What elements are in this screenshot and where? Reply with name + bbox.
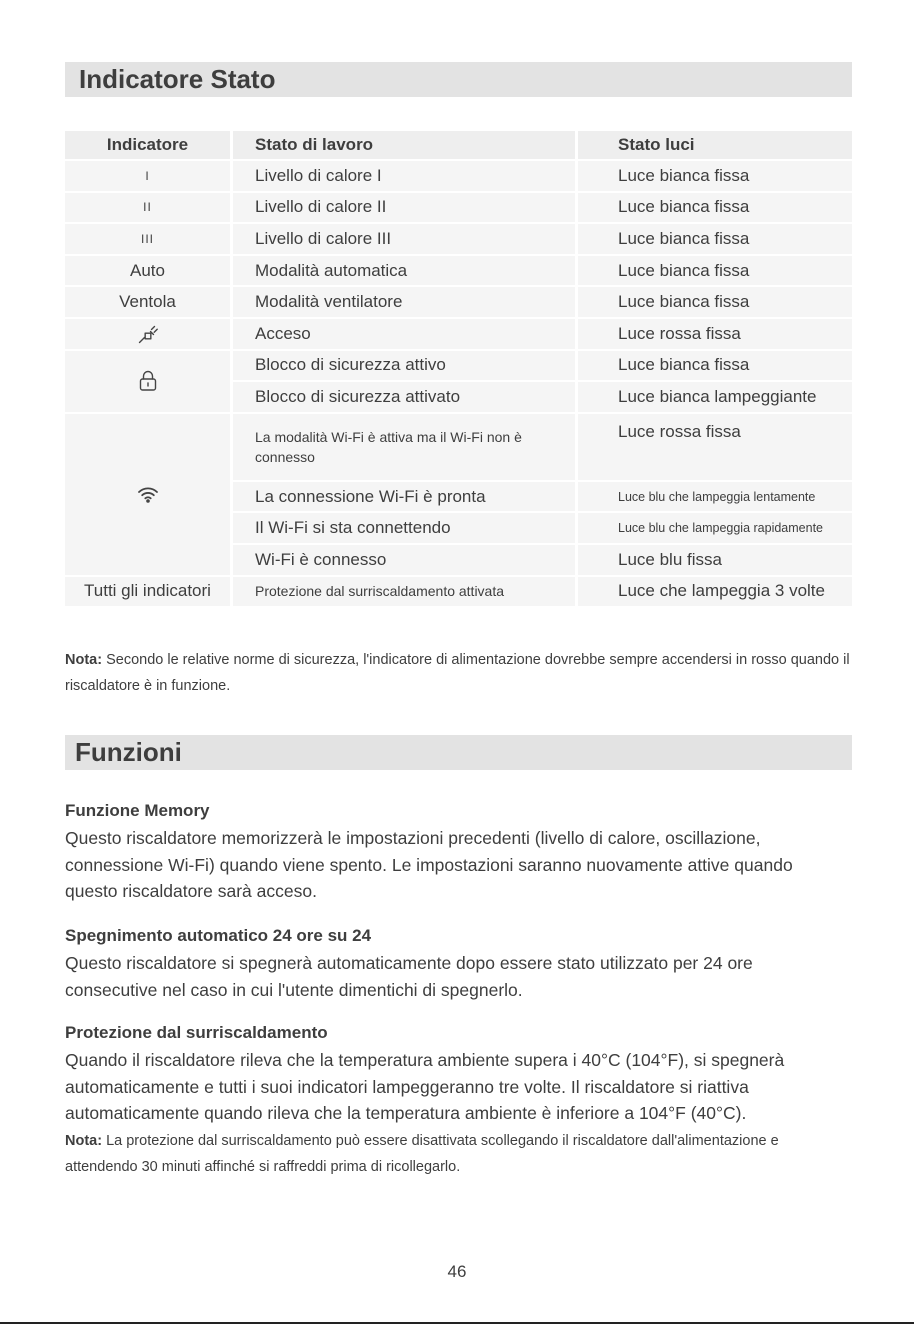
light-state-cell: Luce bianca fissa [578,193,852,225]
section-title-indicatore-stato: Indicatore Stato [65,62,852,97]
note-label: Nota: [65,652,103,668]
table-row [65,161,852,193]
indicator-cell [65,319,233,351]
light-state-cell: Luce che lampeggia 3 volte [578,577,852,609]
indicator-cell [65,351,233,414]
section-title-funzioni: Funzioni [65,735,852,770]
indicator-cell: II [65,193,233,225]
work-state-cell: Modalità automatica [233,256,578,288]
memory-text: Questo riscaldatore memorizzerà le impostazioni precedenti (livello di calore, oscillazione, connessione Wi-Fi) quando viene spento. Le impostazioni saranno nuovamente attive quando questo riscaldatore sarà acceso. [65,828,793,901]
table-row [65,287,852,319]
column-header-stato-lavoro: Stato di lavoro [233,131,578,161]
table-row [65,256,852,288]
light-state-cell: Luce bianca fissa [578,287,852,319]
work-state-cell: Blocco di sicurezza attivo [233,351,578,383]
table-header-row [65,131,852,161]
note-text: La protezione dal surriscaldamento può essere disattivata scollegando il riscaldatore dall'alimentazione e attendendo 30 minuti affinché si raffreddi prima di ricollegarlo. [65,1133,779,1175]
work-state-cell: Protezione dal surriscaldamento attivata [233,577,578,609]
indicator-cell: III [65,224,233,256]
overheat-title: Protezione dal surriscaldamento [65,1023,328,1042]
indicator-cell: Tutti gli indicatori [65,577,233,609]
light-state-cell: Luce rossa fissa [578,414,852,482]
table-row [65,351,852,383]
light-state-cell: Luce blu fissa [578,545,852,577]
table-row [65,414,852,482]
column-header-indicatore: Indicatore [65,131,233,161]
note-text: Secondo le relative norme di sicurezza, l'indicatore di alimentazione dovrebbe sempre accendersi in rosso quando il riscaldatore è in funzione. [65,652,850,694]
wifi-icon [136,484,160,504]
work-state-cell: Il Wi-Fi si sta connettendo [233,513,578,545]
light-state-cell: Luce bianca fissa [578,351,852,383]
indicator-cell: Ventola [65,287,233,319]
indicator-cell [65,414,233,577]
overheat-text: Quando il riscaldatore rileva che la temperatura ambiente supera i 40°C (104°F), si spegnerà automaticamente e tutti i suoi indicatori lampeggeranno tre volte. Il riscaldatore si riattiva automaticamente quando rileva che la temperatura ambiente è inferiore a 104°F (40°C). [65,1050,785,1123]
auto-off-title: Spegnimento automatico 24 ore su 24 [65,926,372,945]
status-table [65,131,852,608]
work-state-cell: Acceso [233,319,578,351]
light-state-cell: Luce blu che lampeggia lentamente [578,482,852,514]
work-state-cell: La connessione Wi-Fi è pronta [233,482,578,514]
power-plug-icon [136,322,160,346]
light-state-cell: Luce bianca fissa [578,256,852,288]
work-state-cell: Blocco di sicurezza attivato [233,382,578,414]
light-state-cell: Luce blu che lampeggia rapidamente [578,513,852,545]
indicator-cell: Auto [65,256,233,288]
table-row [65,577,852,609]
page-number: 46 [447,1262,467,1281]
note-label: Nota: [65,1133,103,1149]
light-state-cell: Luce rossa fissa [578,319,852,351]
light-state-cell: Luce bianca fissa [578,161,852,193]
memory-title: Funzione Memory [65,801,210,820]
work-state-cell: Livello di calore I [233,161,578,193]
work-state-cell: Livello di calore II [233,193,578,225]
auto-off-text: Questo riscaldatore si spegnerà automaticamente dopo essere stato utilizzato per 24 ore consecutive nel caso in cui l'utente dimentichi di spegnerlo. [65,953,753,1000]
work-state-cell: Livello di calore III [233,224,578,256]
table-row [65,193,852,225]
overheat-note [65,1128,855,1180]
light-state-cell: Luce bianca fissa [578,224,852,256]
work-state-cell: Wi-Fi è connesso [233,545,578,577]
table-row [65,224,852,256]
column-header-stato-luci: Stato luci [578,131,852,161]
indicator-cell: I [65,161,233,193]
table-row [65,319,852,351]
safety-note [65,647,855,699]
work-state-cell: La modalità Wi-Fi è attiva ma il Wi-Fi non è connesso [233,414,578,482]
work-state-cell: Modalità ventilatore [233,287,578,319]
light-state-cell: Luce bianca lampeggiante [578,382,852,414]
lock-icon [137,369,159,393]
